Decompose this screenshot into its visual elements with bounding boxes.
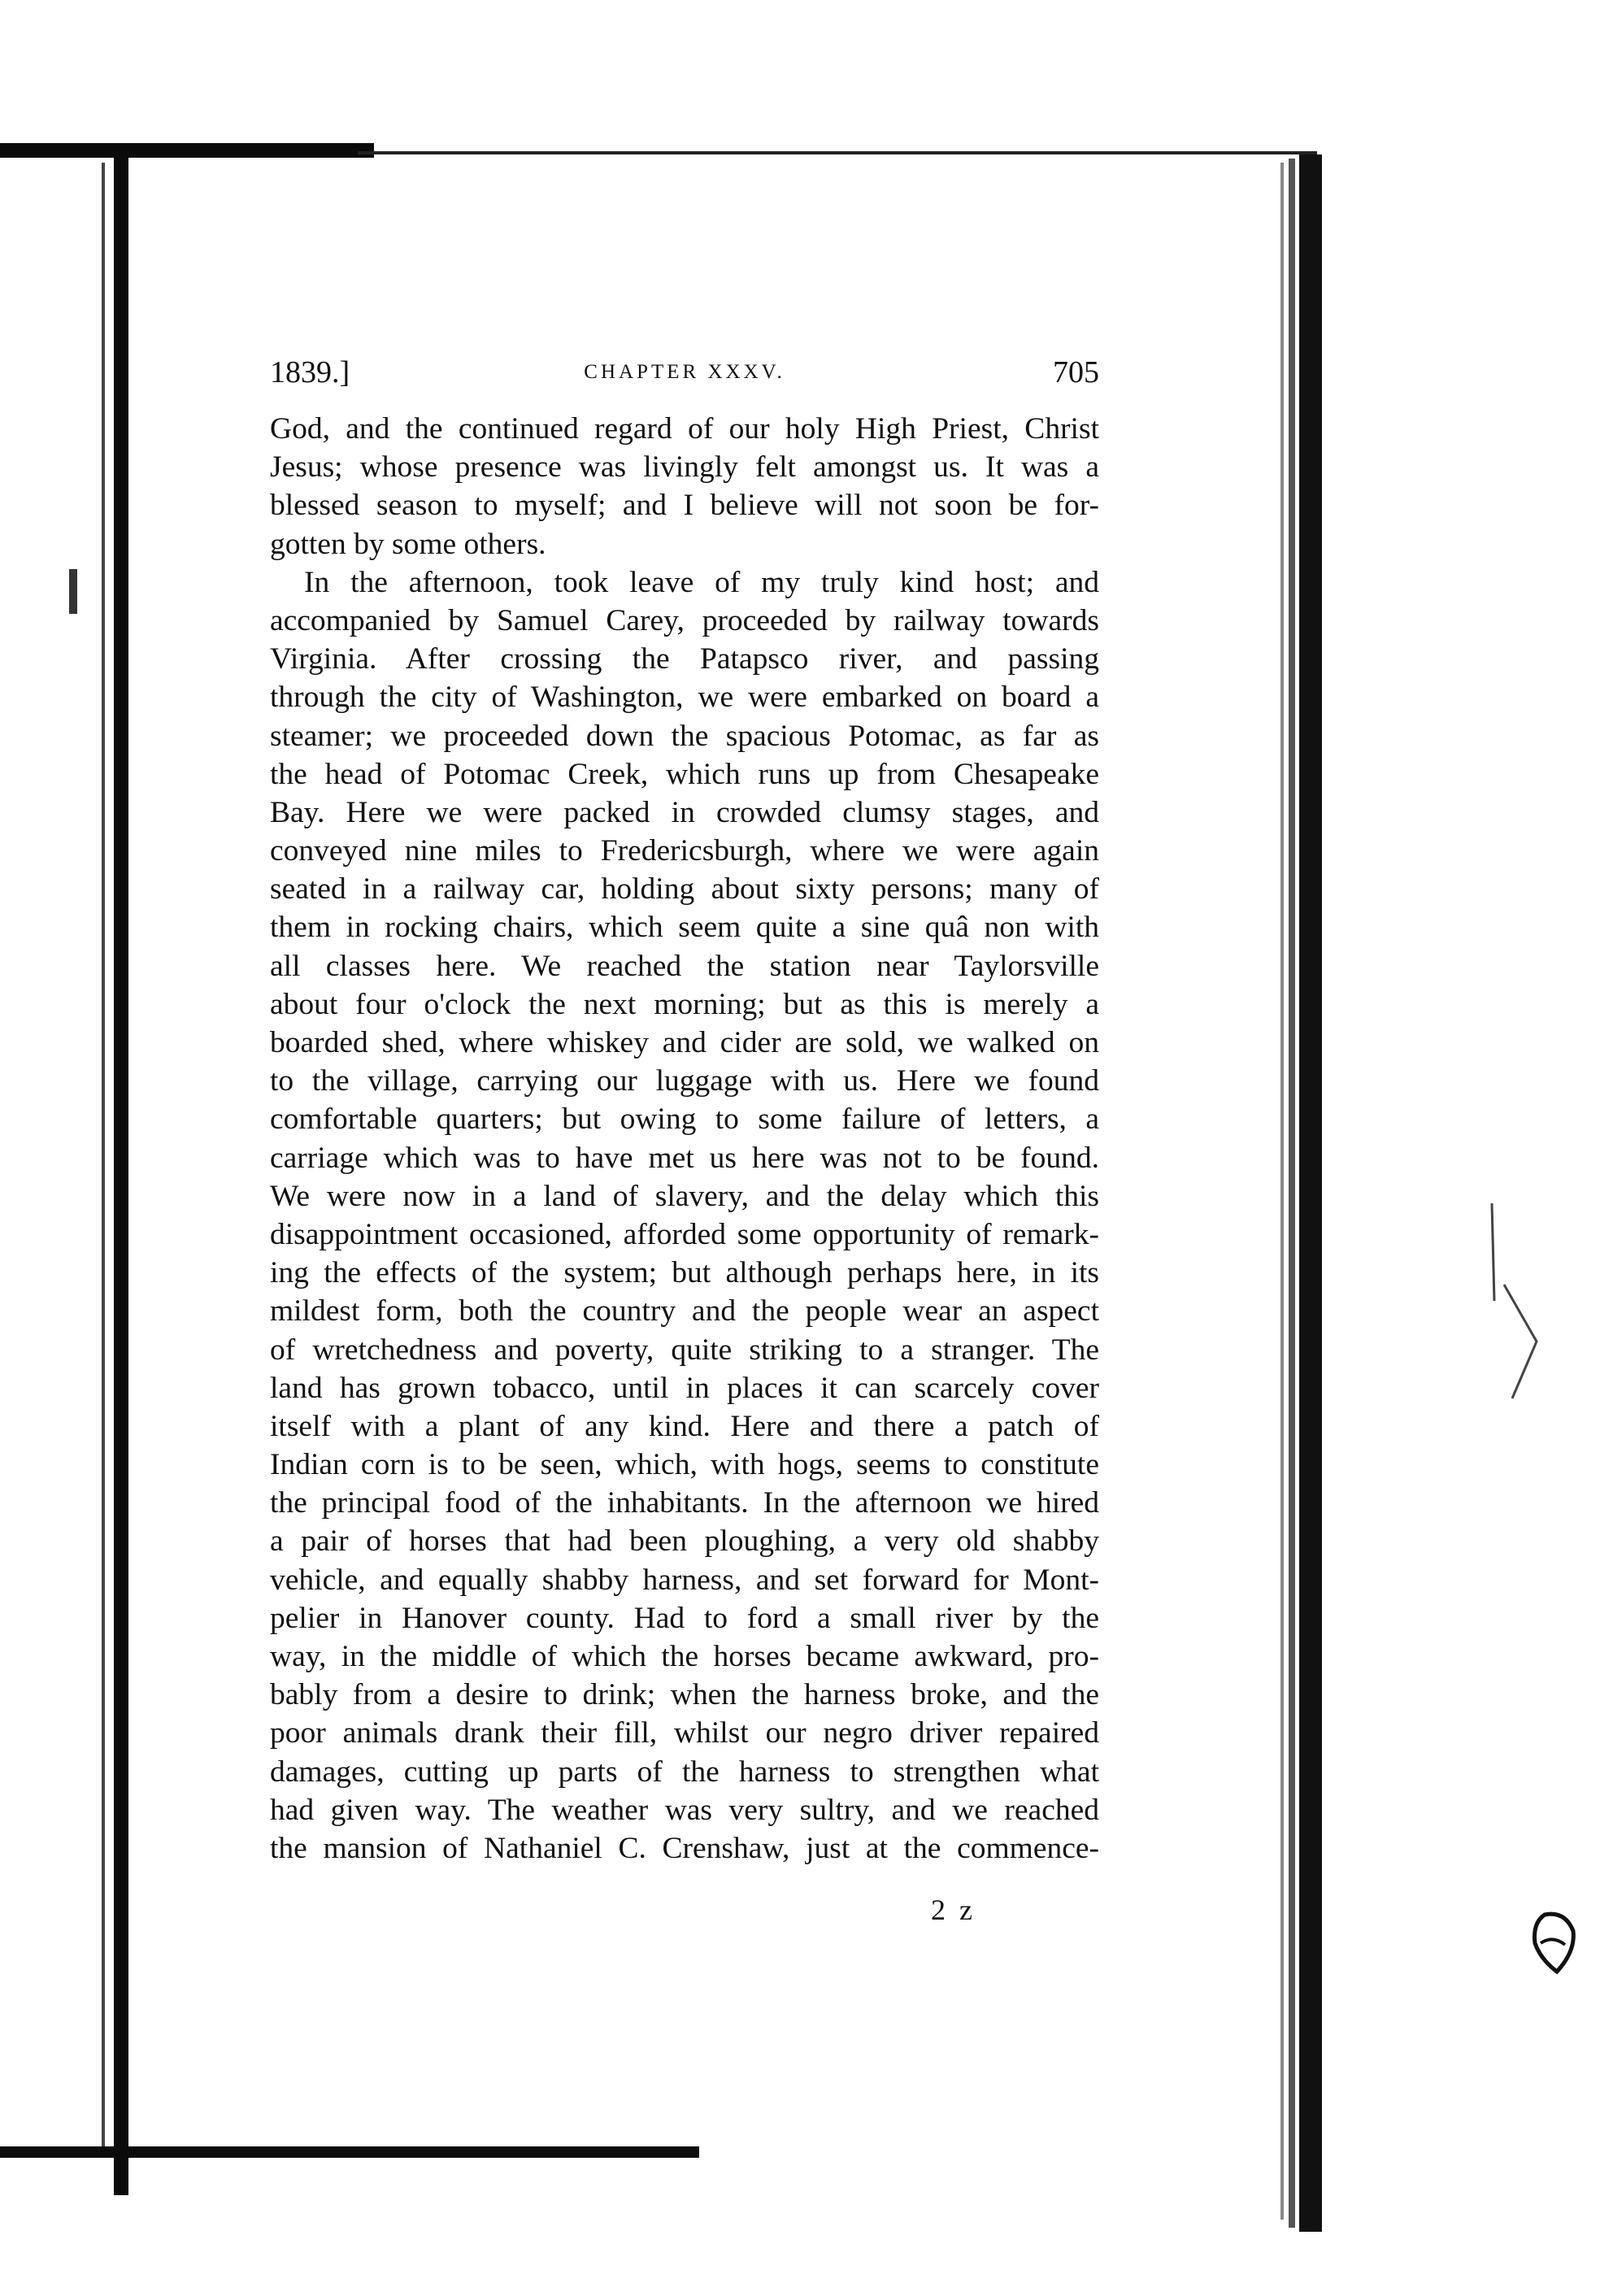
- body-text: [270, 410, 1099, 1868]
- binding-bottom-edge: [0, 2146, 699, 2158]
- text-line: In the afternoon, took leave of my truly kind host; and: [304, 565, 1099, 599]
- text-line: accompanied by Samuel Carey, proceeded by railway towards: [270, 603, 1099, 637]
- running-header: [270, 354, 1099, 403]
- binding-left-edge: [114, 154, 128, 2195]
- page-stack-lines: [1280, 163, 1284, 2220]
- text-line: seated in a railway car, holding about sixty persons; many of: [270, 872, 1099, 907]
- text-line: boarded shed, where whiskey and cider are sold, we walked on: [270, 1026, 1099, 1059]
- text-line: the mansion of Nathaniel C. Crenshaw, just at the commence-: [270, 1831, 1099, 1865]
- page-stack-inner: [1289, 159, 1295, 2228]
- text-line: poor animals drank their fill, whilst our negro driver repaired: [270, 1716, 1099, 1750]
- text-line: Jesus; whose presence was livingly felt amongst us. It was a: [270, 450, 1099, 485]
- text-line: of wretchedness and poverty, quite striking to a stranger. The: [270, 1333, 1099, 1367]
- margin-mark: [69, 569, 77, 614]
- text-line: disappointment occasioned, afforded some opportunity of remark-: [270, 1217, 1099, 1251]
- margin-scribble: [1488, 1203, 1553, 1407]
- signature-mark: 2 z: [931, 1894, 976, 1926]
- text-line: itself with a plant of any kind. Here and there a patch of: [270, 1409, 1099, 1443]
- text-line: comfortable quarters; but owing to some failure of letters, a: [270, 1102, 1099, 1137]
- page-number: 705: [1053, 355, 1099, 389]
- text-line: ing the effects of the system; but although perhaps here, in its: [270, 1256, 1099, 1290]
- binding-left-line: [102, 163, 105, 2155]
- text-line: had given way. The weather was very sultry, and we reached: [270, 1793, 1099, 1827]
- text-line: We were now in a land of slavery, and the delay which this: [270, 1179, 1099, 1213]
- text-line: them in rocking chairs, which seem quite a sine quâ non with: [270, 911, 1099, 945]
- text-line: about four o'clock the next morning; but as this is merely a: [270, 987, 1099, 1021]
- text-line: conveyed nine miles to Fredericsburgh, where we were again: [270, 834, 1099, 868]
- page-stack-edge: [1299, 154, 1322, 2232]
- text-line: damages, cutting up parts of the harness to strengthen what: [270, 1755, 1099, 1789]
- text-line: all classes here. We reached the station near Taylorsville: [270, 949, 1099, 983]
- text-line: land has grown tobacco, until in places it can scarcely cover: [270, 1371, 1099, 1405]
- text-line: the head of Potomac Creek, which runs up from Chesapeake: [270, 757, 1099, 791]
- text-line: carriage which was to have met us here was not to be found.: [270, 1141, 1099, 1175]
- text-line: the principal food of the inhabitants. In the afternoon we hired: [270, 1486, 1099, 1520]
- text-line: steamer; we proceeded down the spacious Potomac, as far as: [270, 719, 1099, 753]
- text-line: Indian corn is to be seen, which, with hogs, seems to constitute: [270, 1448, 1099, 1482]
- text-line: through the city of Washington, we were embarked on board a: [270, 681, 1099, 715]
- text-line: Virginia. After crossing the Patapsco river, and passing: [270, 642, 1099, 676]
- header-year: 1839.]: [270, 355, 350, 389]
- text-line: to the village, carrying our luggage with us. Here we found: [270, 1064, 1099, 1098]
- text-line: a pair of horses that had been ploughing, a very old shabby: [270, 1524, 1099, 1559]
- header-chapter: CHAPTER XXXV.: [584, 361, 785, 383]
- text-line: vehicle, and equally shabby harness, and set forward for Mont-: [270, 1563, 1099, 1597]
- text-line: pelier in Hanover county. Had to ford a small river by the: [270, 1601, 1099, 1635]
- text-line: blessed season to myself; and I believe will not soon be for-: [270, 489, 1099, 523]
- page-top-edge: [358, 151, 1317, 154]
- text-line: mildest form, both the country and the people wear an aspect: [270, 1294, 1099, 1328]
- text-line: way, in the middle of which the horses became awkward, pro-: [270, 1640, 1099, 1673]
- text-line: gotten by some others.: [270, 527, 546, 561]
- text-line: bably from a desire to drink; when the harness broke, and the: [270, 1678, 1099, 1712]
- text-line: Bay. Here we were packed in crowded clumsy stages, and: [270, 795, 1099, 829]
- text-line: God, and the continued regard of our holy High Priest, Christ: [270, 412, 1099, 446]
- ink-blot: [1528, 1911, 1577, 1976]
- binding-top-edge: [0, 143, 374, 158]
